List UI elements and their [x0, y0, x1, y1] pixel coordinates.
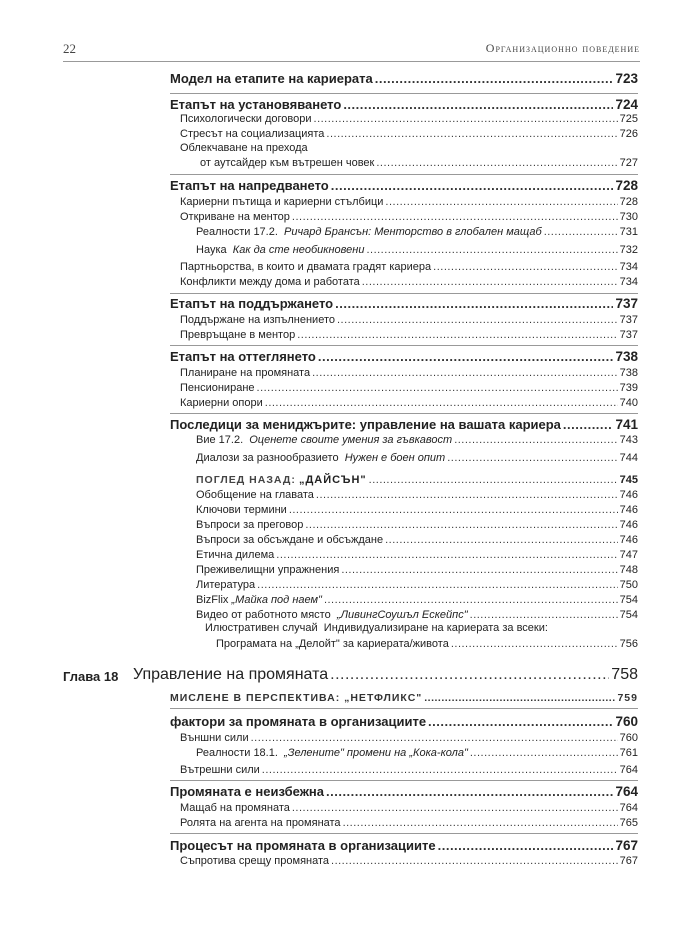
- section-divider: [170, 780, 638, 781]
- toc-entry[interactable]: Конфликти между дома и работата ..... 734: [180, 276, 638, 288]
- toc-entry[interactable]: Вътрешни сили ..... 764: [180, 764, 638, 776]
- toc-entry[interactable]: Обобщение на главата ..... 746: [196, 489, 638, 501]
- toc-entry[interactable]: Превръщане в ментор ..... 737: [180, 329, 638, 341]
- toc-entry[interactable]: от аутсайдер към вътрешен човек ..... 727: [200, 157, 638, 169]
- toc-box-entry[interactable]: ПОГЛЕД НАЗАД: „ДАЙСЪН" ..... 745: [196, 474, 638, 486]
- toc-box-entry[interactable]: Реалности 17.2. Ричард Брансън: Менторство в глобален мащаб ..... 731: [196, 226, 638, 238]
- toc-entry[interactable]: Етична дилема ..... 747: [196, 549, 638, 561]
- section-divider: [170, 833, 638, 834]
- toc-entry[interactable]: Въпроси за преговор ..... 746: [196, 519, 638, 531]
- page-number: 22: [63, 41, 76, 56]
- toc-entry-main[interactable]: Етапът на установяването ..... 724: [170, 97, 638, 112]
- toc-entry[interactable]: Видео от работното място „ЛивингСоушъл Ескейпс" ..... 754: [196, 609, 638, 621]
- toc-entry[interactable]: Съпротива срещу промяната ..... 767: [180, 855, 638, 867]
- section-divider: [170, 174, 638, 175]
- toc-box-entry[interactable]: Реалности 18.1. „Зелените" промени на „Кока-кола" ..... 761: [196, 747, 638, 759]
- toc-entry[interactable]: Литература ..... 750: [196, 579, 638, 591]
- toc-entry[interactable]: Кариерни пътища и кариерни стълбици ..... 728: [180, 196, 638, 208]
- toc-entry-line1: Илюстративен случай Индивидуализиране на кариерата за всеки:: [205, 622, 548, 634]
- toc-entry[interactable]: Външни сили ..... 760: [180, 732, 638, 744]
- toc-entry[interactable]: МИСЛЕНЕ В ПЕРСПЕКТИВА: „НЕТФЛИКС" ..... 759: [170, 692, 638, 704]
- toc-entry[interactable]: Пенсиониране ..... 739: [180, 382, 638, 394]
- section-divider: [170, 293, 638, 294]
- toc-entry[interactable]: Ролята на агента на промяната ..... 765: [180, 817, 638, 829]
- section-divider: [170, 708, 638, 709]
- toc-entry-line1: Облекчаване на прехода: [180, 142, 308, 154]
- section-divider: [170, 413, 638, 414]
- toc-entry[interactable]: Преживелищни упражнения ..... 748: [196, 564, 638, 576]
- toc-entry[interactable]: Партньорства, в които и двамата градят кариера ..... 734: [180, 261, 638, 273]
- toc-entry[interactable]: Стресът на социализацията ..... 726: [180, 128, 638, 140]
- section-divider: [170, 93, 638, 94]
- toc-entry-main[interactable]: Етапът на поддържането ..... 737: [170, 296, 638, 311]
- toc-entry[interactable]: Планиране на промяната ..... 738: [180, 367, 638, 379]
- chapter-label: Глава 18: [63, 669, 119, 684]
- toc-entry-main[interactable]: Модел на етапите на кариерата ..... 723: [170, 71, 638, 86]
- toc-entry[interactable]: Откриване на ментор ..... 730: [180, 211, 638, 223]
- toc-entry[interactable]: Програмата на „Делойт" за кариерата/живота ..... 756: [216, 638, 638, 650]
- toc-entry[interactable]: Поддържане на изпълнението ..... 737: [180, 314, 638, 326]
- toc-entry-main[interactable]: Процесът на промяната в организациите ..... 767: [170, 838, 638, 853]
- toc-box-entry[interactable]: Диалози за разнообразието Нужен е боен опит ..... 744: [196, 452, 638, 464]
- toc-entry-main[interactable]: Етапът на напредването ..... 728: [170, 178, 638, 193]
- toc-entry[interactable]: BizFlix „Майка под наем" ..... 754: [196, 594, 638, 606]
- toc-entry[interactable]: Въпроси за обсъждане и обсъждане ..... 746: [196, 534, 638, 546]
- running-title: Организационно поведение: [485, 41, 640, 55]
- toc-entry-main[interactable]: фактори за промяната в организациите ..... 760: [170, 714, 638, 729]
- toc-entry-main[interactable]: Промяната е неизбежна ..... 764: [170, 784, 638, 799]
- toc-chapter-entry[interactable]: Управление на промяната ..... 758: [133, 666, 638, 684]
- toc-entry[interactable]: Мащаб на промяната ..... 764: [180, 802, 638, 814]
- section-divider: [170, 345, 638, 346]
- toc-entry-main[interactable]: Последици за мениджърите: управление на вашата кариера ..... 741: [170, 417, 638, 432]
- toc-box-entry[interactable]: Вие 17.2. Оценете своите умения за гъвкавост ..... 743: [196, 434, 638, 446]
- toc-entry[interactable]: Ключови термини ..... 746: [196, 504, 638, 516]
- toc-entry[interactable]: Кариерни опори ..... 740: [180, 397, 638, 409]
- toc-entry[interactable]: Психологически договори ..... 725: [180, 113, 638, 125]
- toc-box-entry[interactable]: Наука Как да сте необикновени ..... 732: [196, 244, 638, 256]
- toc-entry-main[interactable]: Етапът на оттеглянето ..... 738: [170, 349, 638, 364]
